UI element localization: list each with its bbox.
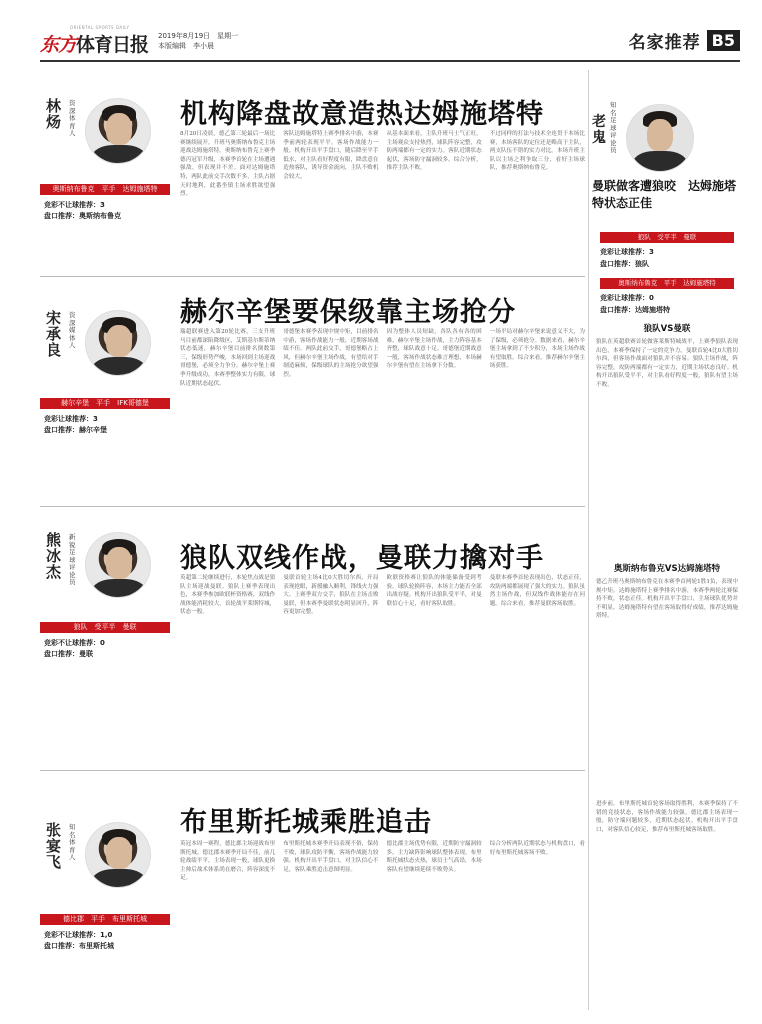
author-block-1 (40, 98, 170, 228)
right-pick-1a: 竞彩让球推荐：3 (600, 248, 654, 256)
match-bar: 赫尔辛堡 平手 IFK哥德堡 (40, 398, 170, 409)
header-rule (40, 60, 740, 62)
right-subtitle-1: 狼队VS曼联 (643, 324, 691, 334)
pick-line-2: 盘口推荐：赫尔辛堡 (44, 426, 107, 434)
author-role: 资深媒体人 (69, 311, 76, 349)
page-number: B5 (707, 30, 740, 51)
article-column: 从基本面来看，主队升班马士气正旺，主场观众支持热烈，球队阵容完整，攻防两端都有一定的实力。客队近期状态起伏，客场防守漏洞较多。综合分析，推荐主队不败。 (386, 131, 482, 172)
article-column: 哥德堡本赛季表现中规中矩，目前排名中游，客场作战能力一般，近期客场战绩不佳。两队此前交手，哥德堡略占上风，但赫尔辛堡主场作战，有望给对手制造麻烦，保级球队的主场抢分欲望强烈。 (283, 329, 379, 378)
right-author-role: 知名足球评论员 (610, 101, 617, 154)
right-text-1 (596, 338, 738, 556)
right-text-3 (596, 800, 738, 1005)
pick-line-1: 竞彩不让球推荐：0 (44, 639, 105, 647)
issue-editor: 本版编辑 李小晨 (158, 42, 214, 50)
pick-line-1: 竞彩不让球推荐：1,0 (44, 931, 113, 939)
right-pick-2b: 盘口推荐：达姆施塔特 (600, 306, 670, 314)
right-column-title: 曼联做客遭狼咬 达姆施塔特状态正佳 (592, 179, 737, 210)
author-role: 新锐足球评论员 (69, 533, 76, 586)
section-divider (40, 276, 585, 277)
article-column: 8月20日凌晨，德乙第三轮最后一场比赛继续展开，升班马奥斯纳布鲁克主场迎战达姆施塔特。奥斯纳布鲁克上赛季德丙冠军升级，本赛季首轮在主场遭遇强敌，但表现并不差。面对达姆施塔特，两队此前交手次数不多，主队占据天时地利，此番坐镇主场求胜欲望强烈。 (180, 131, 276, 198)
pick-line-1: 竞彩让球推荐：3 (44, 415, 98, 423)
author-photo (85, 532, 151, 598)
masthead-english: ORIENTAL SPORTS DAILY (70, 25, 130, 30)
article-body-2 (180, 328, 585, 488)
section-title: 名家推荐 (628, 33, 701, 53)
pick-line-2: 盘口推荐：奥斯纳布鲁克 (44, 212, 121, 220)
section-divider (40, 506, 585, 507)
author-photo (85, 310, 151, 376)
masthead-red: 东方 (40, 34, 77, 56)
article-column: 英冠本周一赛程，德比郡主场迎战布里斯托城。德比郡本赛季开局不佳，前几轮战绩平平，主场表现一般，球队更换主帅后战术体系尚在磨合，阵容深度不足。 (180, 841, 276, 882)
article-column: 英超第二轮继续进行，本轮焦点战是狼队主场迎战曼联。狼队上赛季表现出色，本赛季参加欧联杯资格赛，双线作战体能消耗较大，首轮战平莱斯特城，状态一般。 (180, 575, 276, 616)
author-name: 宋承良 (46, 309, 62, 359)
author-name: 林炀 (46, 97, 62, 131)
right-paragraph: 德乙升班马奥斯纳布鲁克在本赛季首两轮1胜1负，表现中规中矩。达姆施塔特上赛季排名中游，本赛季两轮比赛保持不败，状态正佳。机构开出平手盘口，主场球队优势并不明显，达姆施塔特有望在客场取得好成绩，推荐达姆施塔特。 (596, 579, 738, 620)
article-column: 客队达姆施塔特上赛季排名中游，本赛季前两轮表现平平，客场作战能力一般。机构开出平手盘口，随后降至平手低水，对主队看好程度有限，降盘意在造热客队，诱导资金流向，主队不败机会较大。 (283, 131, 379, 180)
right-match-bar-2: 奥斯纳布鲁克 平手 达姆施塔特 (600, 278, 734, 289)
page-header (40, 25, 740, 58)
right-subtitle-2: 奥斯纳布鲁克VS达姆施塔特 (613, 564, 721, 574)
article-column: 布里斯托城本赛季开局表现不俗，保持不败，球队攻防平衡，客场作战能力较强。机构开出平手盘口，对主队信心不足，客队乘胜追击意图明显。 (283, 841, 379, 873)
headline-1: 机构降盘故意造热达姆施塔特 (180, 99, 544, 130)
pick-line-2: 盘口推荐：布里斯托城 (44, 942, 114, 950)
pick-line-2: 盘口推荐：曼联 (44, 650, 93, 658)
right-pick-1b: 盘口推荐：狼队 (600, 260, 649, 268)
issue-info (158, 31, 238, 51)
right-pick-2a: 竞彩让球推荐：0 (600, 294, 654, 302)
headline-2: 赫尔辛堡要保级靠主场抢分 (180, 297, 516, 328)
article-column: 曼联首轮主场4比0大胜切尔西，开局表现抢眼，新援融入顺利，锋线火力强大。上赛季双方交手，狼队在主场击败曼联，但本赛季曼联状态明显回升，阵容更加完整。 (283, 575, 379, 616)
article-column: 因为整体人员短缺，各队各有各的困难，赫尔辛堡主场作战，主力阵容基本齐整，球队战意十足。哥德堡近期战意一般，客场作战状态难言理想，本场赫尔辛堡有望在主场拿下分数。 (386, 329, 482, 370)
right-paragraph: 进步前，布里斯托城首轮客场取得胜利，本赛季保持了不错的竞技状态，客场作战能力较强。德比郡主场表现一般，防守端问题较多，近期状态起伏。机构开出平手盘口，对客队信心较足，推荐布里斯托城客场取胜。 (596, 801, 738, 833)
right-author-name: 老鬼 (592, 114, 606, 146)
match-bar: 德比郡 平手 布里斯托城 (40, 914, 170, 925)
author-block-4 (40, 822, 170, 952)
right-author-photo (626, 104, 694, 172)
author-block-3 (40, 532, 170, 662)
newspaper-masthead (40, 25, 150, 56)
match-bar: 狼队 受平半 曼联 (40, 622, 170, 633)
article-column: 欧联资格赛让狼队的体能储备受到考验，球队轮换阵容，本场主力能否全部出战存疑。机构开出狼队受平半，对曼联信心十足，看好客队取胜。 (386, 575, 482, 607)
article-column: 一场平局对赫尔辛堡来说意义不大，为了保级，必须抢分。数据来看，赫尔辛堡主场拿到了不少积分，本场主场作战有望取胜。综合来看，推荐赫尔辛堡主场获胜。 (489, 329, 585, 370)
article-column: 德比郡主场优势有限，近期防守漏洞较多，主力缺阵影响球队整体表现。布里斯托城状态火热，球员士气高昂，本场客队有望继续延续不败势头。 (386, 841, 482, 873)
article-column: 不过同样的打法与技术全连贯于本场比赛，本场客队的定位还是略高于主队，两支队伍不错的实力对比。本场升班主队以主场之利争取三分，看好主场球队，推荐奥斯纳布鲁克。 (489, 131, 585, 172)
article-column: 曼联本赛季首轮表现出色，状态正佳，攻防两端都展现了强大的实力。狼队虽然主场作战，但双线作战体能存在问题。综合来看，推荐曼联客场取胜。 (489, 575, 585, 607)
author-photo (85, 822, 151, 888)
article-column: 综合分析两队近期状态与机构盘口，看好布里斯托城客场不败。 (489, 841, 585, 856)
headline-3: 狼队双线作战，曼联力擒对手 (180, 543, 544, 574)
author-photo (85, 98, 151, 164)
author-block-2 (40, 310, 170, 440)
column-rule (588, 70, 589, 1010)
author-name: 熊冰杰 (46, 531, 62, 581)
match-bar: 奥斯纳布鲁克 平手 达姆施塔特 (40, 184, 170, 195)
right-paragraph: 狼队在英超联赛首轮做客莱斯特城战平，上赛季狼队表现出色，本赛季保持了一定的竞争力。曼联首轮4比0大胜切尔西，但客场作战面对狼队并不容易。狼队主场作战，阵容完整，攻防两端都有一定实力，近期主场状态良好。机构开出狼队受平半，对主队看好程度一般，狼队有望主场不败。 (596, 339, 738, 388)
right-match-bar-1: 狼队 受平半 曼联 (600, 232, 734, 243)
author-name: 张宴飞 (46, 821, 62, 871)
author-role: 资深体育人 (69, 99, 76, 137)
right-text-2 (596, 578, 738, 788)
pick-line-1: 竞彩不让球推荐：3 (44, 201, 105, 209)
headline-4: 布里斯托城乘胜追击 (180, 807, 432, 838)
article-body-3 (180, 574, 585, 744)
author-role: 知名体育人 (69, 823, 76, 861)
article-body-4 (180, 840, 585, 1005)
article-body-1 (180, 130, 585, 270)
issue-date: 2019年8月19日 星期一 (158, 32, 239, 40)
masthead-black: 体育日报 (76, 34, 149, 56)
article-column: 瑞超联赛进入第20轮比赛，三支升班马目前都深陷降级区，艾斯基尔斯蒂纳状态低迷，赫尔辛堡目前排名倒数第三，保级形势严峻，本场回到主场迎战哥德堡，必须全力争分。赫尔辛堡上赛季升级成功，本赛季整体实力有限，球队近期状态起伏。 (180, 329, 276, 387)
section-divider (40, 770, 585, 771)
